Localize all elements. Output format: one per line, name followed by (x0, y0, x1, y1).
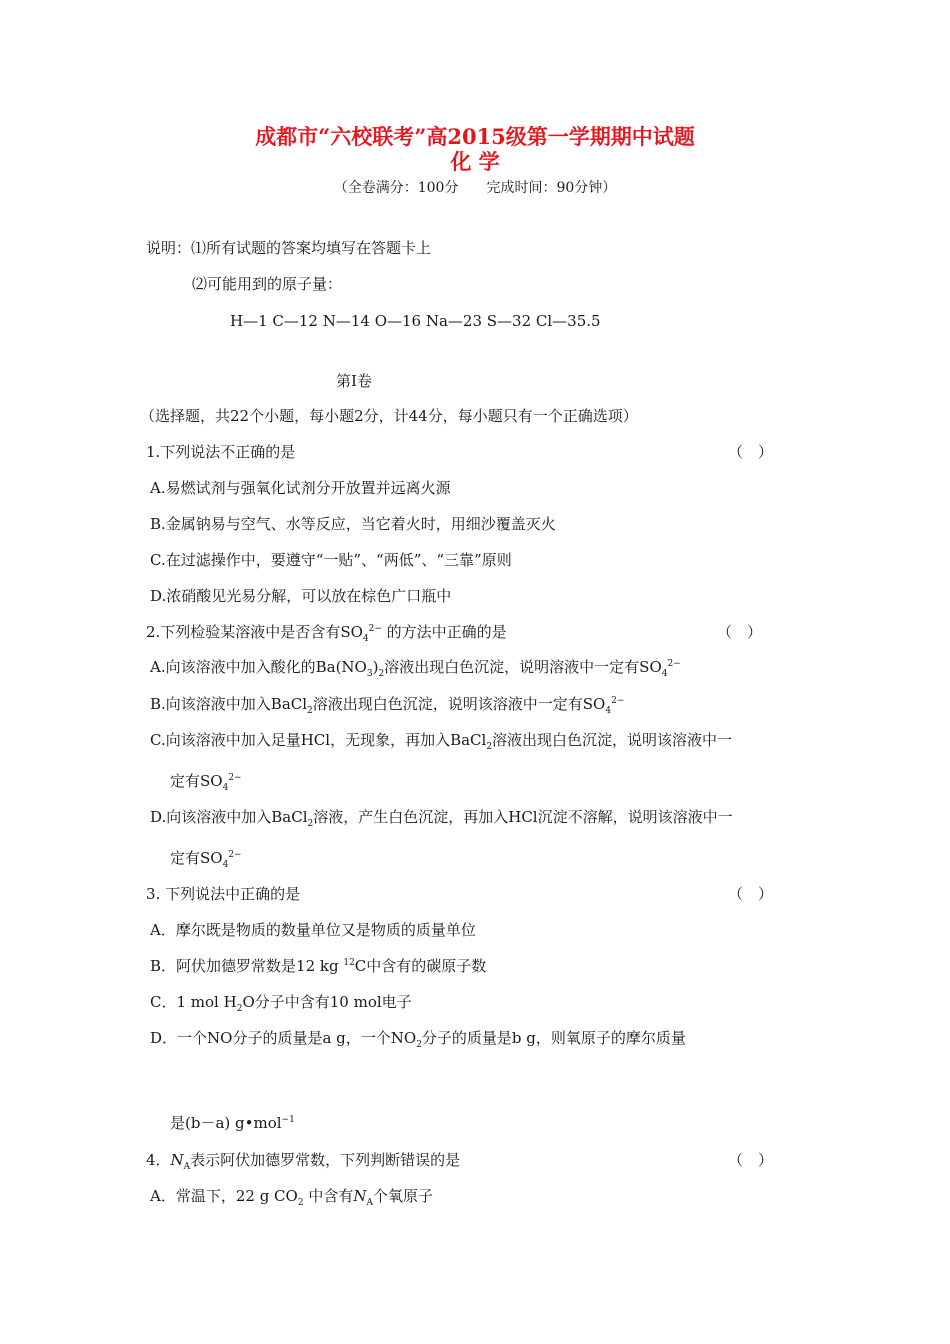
question-3-option-a: A．摩尔既是物质的数量单位又是物质的质量单位 (150, 921, 476, 939)
question-4-stem: 4．$N_A$表示阿伏加德罗常数，下列判断错误的是 (146, 1151, 461, 1172)
question-3-stem: 3. 下列说法中正确的是 (146, 885, 301, 903)
section-title: 第Ⅰ卷 (336, 372, 372, 390)
question-2-option-a: A.向该溶液中加入酸化的$Ba(NO_3)_2$溶液出现白色沉淀，说明溶液中一定有$SO_4^{2-}$ (150, 658, 681, 679)
question-2-option-d: D.向该溶液中加入BaCl$_2$溶液，产生白色沉淀，再加入HCl沉淀不溶解，说明该溶液中一 (150, 808, 733, 829)
note-1: 说明：⑴所有试题的答案均填写在答题卡上 (146, 239, 432, 257)
exam-title: 成都市“六校联考”高2015级第一学期期中试题 (255, 124, 695, 149)
section-desc: （选择题，共22个小题，每小题2分，计44分，每小题只有一个正确选项） (140, 407, 638, 425)
question-3-option-d: D．一个NO分子的质量是a g，一个$NO_2$分子的质量是b g，则氧原子的摩尔质量 (150, 1029, 686, 1050)
answer-bracket: （ ） (728, 443, 774, 461)
question-3-option-b: B．阿伏加德罗常数是12 kg $^{12}$C中含有的碳原子数 (150, 957, 487, 975)
exam-info: （全卷满分：100分 完成时间：90分钟） (333, 180, 617, 196)
question-1-option-a: A.易燃试剂与强氧化试剂分开放置并远离火源 (150, 479, 451, 497)
question-2-option-c-cont: 定有$SO_4^{2-}$ (170, 772, 242, 793)
question-3-option-c: C．1 mol $H_2O$分子中含有10 mol电子 (150, 993, 412, 1014)
question-1-option-c: C.在过滤操作中，要遵守“一贴”、“两低”、“三靠”原则 (150, 551, 512, 569)
subject-title: 化 学 (450, 149, 500, 174)
atomic-masses: H—1 C—12 N—14 O—16 Na—23 S—32 Cl—35.5 (230, 312, 601, 330)
answer-bracket: （ ） (717, 623, 763, 641)
question-3-option-d-cont: 是(b－a) g•mol$^{-1}$ (170, 1114, 295, 1132)
question-4-option-a: A．常温下，22 g $CO_2$ 中含有$N_A$个氧原子 (150, 1187, 433, 1208)
answer-bracket: （ ） (728, 885, 774, 903)
question-1-option-b: B.金属钠易与空气、水等反应，当它着火时，用细沙覆盖灭火 (150, 515, 556, 533)
question-2-option-c: C.向该溶液中加入足量HCl，无现象，再加入BaCl$_2$溶液出现白色沉淀，说明该溶液中一 (150, 731, 733, 752)
question-2-stem: 2.下列检验某溶液中是否含有$SO_4^{2-}$ 的方法中正确的是 (146, 623, 507, 644)
question-2-option-d-cont: 定有$SO_4^{2-}$ (170, 849, 242, 870)
answer-bracket: （ ） (728, 1151, 774, 1169)
note-2: ⑵可能用到的原子量： (192, 275, 343, 293)
question-1-option-d: D.浓硝酸见光易分解，可以放在棕色广口瓶中 (150, 587, 452, 605)
question-2-option-b: B.向该溶液中加入BaCl$_2$溶液出现白色沉淀，说明该溶液中一定有$SO_4^{2-}$ (150, 695, 625, 716)
question-1-stem: 1.下列说法不正确的是 (146, 443, 296, 461)
